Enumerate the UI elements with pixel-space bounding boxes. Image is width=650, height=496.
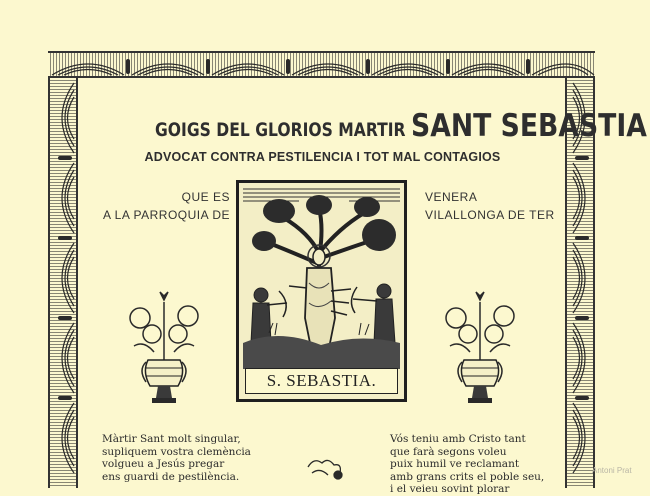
flower-sprig-icon: [300, 455, 350, 481]
stanza-line: que farà segons voleu: [390, 445, 507, 458]
flower-vase-right-icon: [440, 290, 520, 410]
ornamental-border-left: [48, 78, 78, 488]
saint-sebastian-woodcut: [236, 180, 407, 402]
title-prefix: GOIGS DEL GLORIOS MARTIR: [155, 119, 406, 141]
left-dedication: [100, 188, 230, 224]
right-line-2: VILALLONGA DE TER: [425, 208, 555, 222]
stanza-line: volgueu a Jesús pregar: [102, 458, 225, 470]
leaf-border-icon: [48, 53, 595, 80]
flower-vase-left-icon: [124, 290, 204, 410]
right-line-1: VENERA: [425, 190, 478, 204]
stanza-line: puix humil ve reclamant: [390, 458, 520, 470]
document-subtitle: ADVOCAT CONTRA PESTILENCIA I TOT MAL CONTAGIOS: [144, 150, 501, 164]
title-main: SANT SEBASTIA: [411, 108, 648, 144]
leaf-border-icon: [50, 78, 80, 488]
ornamental-border-top: [48, 51, 595, 78]
watermark: Antoni Prat: [592, 466, 632, 475]
stanza-line: amb grans crits el poble seu,: [390, 470, 545, 483]
left-line-2: A LA PARROQUIA DE: [103, 208, 230, 222]
stanza-line: ens guardi de pestilència.: [102, 470, 240, 483]
stanza-1: [102, 433, 292, 483]
left-line-1: QUE ES: [181, 190, 230, 204]
stanza-line: Vós teniu amb Cristo tant: [390, 433, 526, 445]
stanza-2: [390, 433, 580, 496]
right-dedication: [425, 188, 575, 224]
stanza-line: i el veieu sovint plorar: [390, 483, 510, 495]
woodcut-caption: S. SEBASTIA.: [245, 368, 398, 394]
stanza-line: supliquem vostra clemència: [102, 445, 251, 458]
saint-sebastian-illustration-icon: [239, 183, 404, 369]
document-title: [100, 108, 648, 144]
stanza-line: Màrtir Sant molt singular,: [102, 433, 241, 445]
